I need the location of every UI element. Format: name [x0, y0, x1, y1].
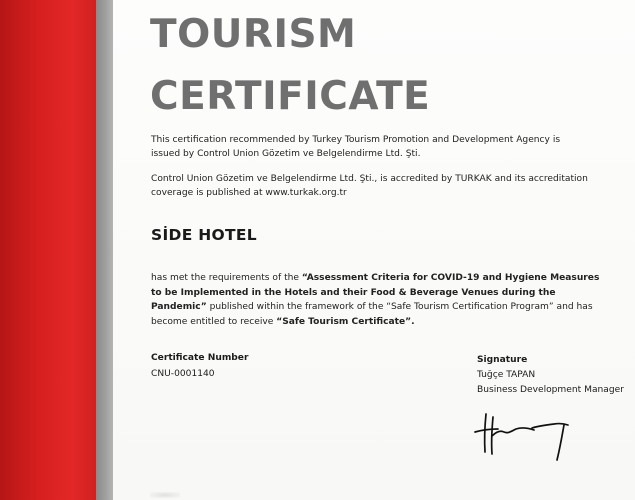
requirements-text-1: has met the requirements of the [151, 273, 302, 283]
handwritten-signature-icon [472, 408, 574, 464]
certificate-number-block [151, 350, 248, 382]
signature-label: Signature [477, 355, 528, 365]
title-line-2: CERTIFICATE [150, 74, 431, 119]
requirements-text-2: published within the framework of the “Safe Tourism Certification Program” and has become entitled to receive [151, 302, 593, 327]
signature-block [477, 353, 624, 398]
signatory-title: Business Development Manager [477, 385, 624, 395]
requirements-paragraph [151, 271, 606, 329]
certificate-title [150, 4, 430, 128]
assessment-criteria-text: “Assessment Criteria for COVID-19 and Hygiene Measures to be Implemented in the Hotels and their Food & Beverage Venues during the Pandemic” [151, 273, 600, 312]
certificate-name-text: “Safe Tourism Certificate”. [276, 316, 415, 327]
certificate-number-value: CNU-0001140 [151, 369, 215, 379]
hotel-name: SİDE HOTEL [151, 226, 257, 244]
accreditation-paragraph: Control Union Gözetim ve Belgelendirme Ltd. Şti., is accredited by TURKAK and its accreditation coverage is published at www.turkak.org.tr [151, 174, 588, 198]
paper-smudge [150, 492, 180, 498]
intro-paragraph: This certification recommended by Turkey Tourism Promotion and Development Agency is issued by Control Union Gözetim ve Belgelendirme Ltd. Şti. [151, 135, 561, 159]
grey-side-band [96, 0, 113, 500]
certificate-number-label: Certificate Number [151, 353, 249, 363]
signatory-name: Tuğçe TAPAN [477, 370, 536, 380]
red-side-band [0, 0, 96, 500]
title-line-1: TOURISM [150, 12, 357, 57]
